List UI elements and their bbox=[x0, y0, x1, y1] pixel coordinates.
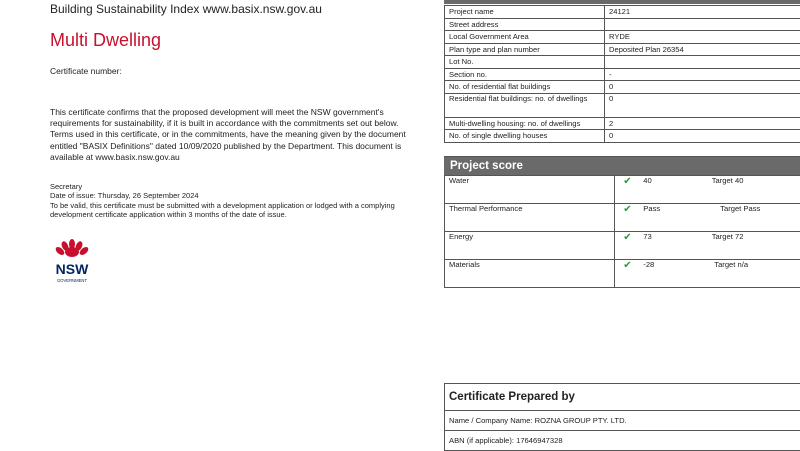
row-value bbox=[605, 56, 800, 69]
logo-subtext: GOVERNMENT bbox=[57, 278, 87, 283]
check-icon: ✔ bbox=[623, 204, 637, 215]
table-row bbox=[445, 204, 800, 232]
score-label: Materials bbox=[445, 260, 615, 288]
score-target: Target 40 bbox=[712, 176, 744, 185]
certificate-number-label: Certificate number: bbox=[50, 66, 122, 76]
document-title: Multi Dwelling bbox=[50, 30, 161, 51]
row-value: 0 bbox=[605, 81, 800, 94]
table-row bbox=[445, 176, 800, 204]
table-row bbox=[445, 6, 800, 19]
row-label: Section no. bbox=[445, 68, 605, 81]
row-label: Lot No. bbox=[445, 56, 605, 69]
table-row bbox=[445, 68, 800, 81]
prepared-by-title: Certificate Prepared by bbox=[445, 384, 800, 411]
row-label: Plan type and plan number bbox=[445, 43, 605, 56]
certificate-prepared-by-table bbox=[444, 383, 800, 451]
table-row bbox=[445, 31, 800, 44]
project-score-header: Project score bbox=[444, 157, 800, 175]
check-icon: ✔ bbox=[623, 176, 637, 187]
row-value: 24121 bbox=[605, 6, 800, 19]
score-target: Target n/a bbox=[714, 260, 748, 269]
score-result bbox=[615, 176, 800, 204]
row-value bbox=[605, 18, 800, 31]
header-title: Building Sustainability Index www.basix.nsw.gov.au bbox=[50, 2, 322, 16]
nsw-waratah-logo bbox=[46, 238, 98, 286]
row-label: Project name bbox=[445, 6, 605, 19]
row-label: Street address bbox=[445, 18, 605, 31]
row-label: No. of residential flat buildings bbox=[445, 81, 605, 94]
table-row bbox=[445, 18, 800, 31]
score-target: Target 72 bbox=[712, 232, 744, 241]
table-row bbox=[445, 93, 800, 117]
check-icon: ✔ bbox=[623, 260, 637, 271]
score-result bbox=[615, 260, 800, 288]
row-value: Deposited Plan 26354 bbox=[605, 43, 800, 56]
score-target: Target Pass bbox=[720, 204, 760, 213]
row-value: - bbox=[605, 68, 800, 81]
intro-paragraph: This certificate confirms that the proposed development will meet the NSW government's requirements for sustainability, if it is built in accordance with the commitments set out below. Terms used in this certificate, or in the commitments, have the meaning given by the document entitled "BASIX Definitions" dated 10/09/2020 published by the Department. This document is available at www.basix.nsw.gov.au bbox=[50, 107, 420, 163]
logo-text: NSW bbox=[56, 261, 89, 277]
score-result bbox=[615, 232, 800, 260]
check-icon: ✔ bbox=[623, 232, 637, 243]
row-label: Multi-dwelling housing: no. of dwellings bbox=[445, 117, 605, 130]
prepared-by-abn: ABN (if applicable): 17646947328 bbox=[445, 431, 800, 451]
row-value: 0 bbox=[605, 93, 800, 117]
row-label: Local Government Area bbox=[445, 31, 605, 44]
waratah-flower-icon bbox=[54, 239, 90, 257]
table-row bbox=[445, 43, 800, 56]
table-row bbox=[445, 81, 800, 94]
prepared-by-company: Name / Company Name: ROZNA GROUP PTY. LTD. bbox=[445, 411, 800, 431]
date-of-issue: Date of issue: Thursday, 26 September 2024 bbox=[50, 191, 430, 200]
table-row bbox=[445, 232, 800, 260]
row-value: 0 bbox=[605, 130, 800, 143]
project-score-table bbox=[444, 175, 800, 288]
row-label: Residential flat buildings: no. of dwellings bbox=[445, 93, 605, 117]
score-label: Thermal Performance bbox=[445, 204, 615, 232]
score-label: Water bbox=[445, 176, 615, 204]
score-result-value: 73 bbox=[643, 232, 651, 241]
issue-block bbox=[50, 182, 430, 220]
table-row bbox=[445, 384, 800, 411]
table-top-bar bbox=[444, 0, 800, 4]
score-result-value: -28 bbox=[643, 260, 654, 269]
table-row bbox=[445, 260, 800, 288]
secretary-label: Secretary bbox=[50, 182, 430, 191]
score-result-value: Pass bbox=[643, 204, 660, 213]
validity-note: To be valid, this certificate must be submitted with a development application or lodged with a complying development certificate application within 3 months of the date of issue. bbox=[50, 201, 430, 220]
row-value: RYDE bbox=[605, 31, 800, 44]
score-label: Energy bbox=[445, 232, 615, 260]
row-label: No. of single dwelling houses bbox=[445, 130, 605, 143]
table-row bbox=[445, 56, 800, 69]
score-result-value: 40 bbox=[643, 176, 651, 185]
score-result bbox=[615, 204, 800, 232]
table-row bbox=[445, 117, 800, 130]
table-row bbox=[445, 431, 800, 451]
table-row bbox=[445, 411, 800, 431]
project-details-table bbox=[444, 5, 800, 143]
table-row bbox=[445, 130, 800, 143]
row-value: 2 bbox=[605, 117, 800, 130]
